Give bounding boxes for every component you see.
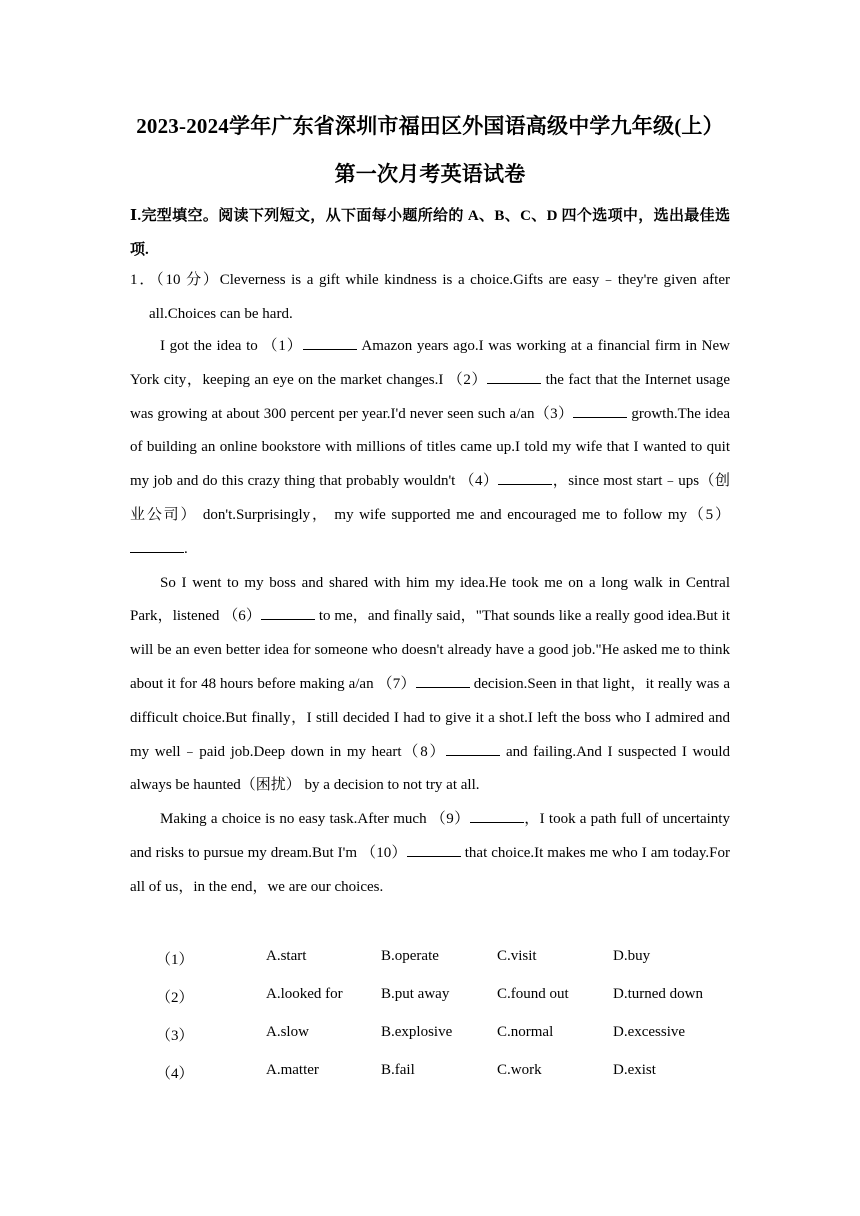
blank-8: [446, 741, 500, 756]
section-heading: Ⅰ.完型填空。阅读下列短文，从下面每小题所给的 A、B、C、D 四个选项中，选出最佳选项.: [130, 208, 730, 258]
blank-10: [407, 842, 461, 857]
option-a[interactable]: A.looked for: [266, 986, 343, 1002]
blank-1: [303, 335, 357, 350]
option-number: （3）: [156, 1028, 194, 1044]
option-a[interactable]: A.slow: [266, 1024, 309, 1040]
blank-6: [261, 605, 315, 620]
blank-2: [487, 369, 541, 384]
question-intro: [130, 263, 730, 331]
paragraph-3: Making a choice is no easy task.After much （9） ，I took a path full of uncertainty and risks to pursue my dream.But I'm （10） that choice.It makes me who I am today.For all of us，in the end，we are our choices.: [130, 803, 730, 904]
option-number: （2）: [156, 990, 194, 1006]
blank-5: [130, 538, 184, 553]
exam-subtitle: 第一次月考英语试卷: [334, 162, 526, 186]
blank-7: [416, 673, 470, 688]
question-intro-text: Cleverness is a gift while kindness is a choice.Gifts are easy﹣they're given after all.Choices can be hard.: [149, 272, 730, 322]
option-b[interactable]: B.fail: [381, 1062, 415, 1078]
option-b[interactable]: B.put away: [381, 986, 450, 1002]
option-row: [0, 1016, 860, 1054]
question-points: （10 分）: [156, 272, 220, 288]
option-number: （4）: [156, 1066, 194, 1082]
passage: [130, 330, 730, 905]
option-c[interactable]: C.found out: [497, 986, 569, 1002]
option-c[interactable]: C.work: [497, 1062, 542, 1078]
option-d[interactable]: D.excessive: [613, 1024, 686, 1040]
paragraph-1: I got the idea to （1） Amazon years ago.I was working at a financial firm in New York city，keeping an eye on the market changes.I （2） the fact that the Internet usage was growing at about 300 percent per year.I'd never seen such a/an（3） growth.The idea of building an online bookstore with millions of titles came up.I told my wife that I wanted to quit my job and do this crazy thing that probably wouldn't （4） ，since most start﹣ups（创业公司） don't.Surprisingly， my wife supported me and encouraged me to follow my（5）.: [130, 330, 730, 567]
option-b[interactable]: B.explosive: [381, 1024, 453, 1040]
question-header: [130, 263, 730, 331]
option-d[interactable]: D.turned down: [613, 986, 703, 1002]
blank-4: [498, 470, 552, 485]
option-row: [0, 940, 860, 978]
option-c[interactable]: C.visit: [497, 948, 537, 964]
option-d[interactable]: D.buy: [613, 948, 651, 964]
blank-9: [470, 808, 524, 823]
option-b[interactable]: B.operate: [381, 948, 439, 964]
option-number: （1）: [156, 952, 194, 968]
question-number: 1．: [130, 272, 157, 288]
paragraph-2: So I went to my boss and shared with him my idea.He took me on a long walk in Central Park，listened （6） to me，and finally said，"That sounds like a really good idea.But it will be an even better idea for someone who doesn't already have a good job."He asked me to think about it for 48 hours before making a/an （7） decision.Seen in that light，it really was a difficult choice.But finally，I still decided I had to give it a shot.I left the boss who I admired and my well﹣paid job.Deep down in my heart（8） and failing.And I suspected I would always be haunted（困扰） by a decision to not try at all.: [130, 574, 731, 794]
options-table: [0, 940, 860, 1092]
option-row: [0, 1054, 860, 1092]
blank-3: [573, 403, 627, 418]
option-a[interactable]: A.matter: [266, 1062, 319, 1078]
option-c[interactable]: C.normal: [497, 1024, 554, 1040]
option-row: [0, 978, 860, 1016]
option-d[interactable]: D.exist: [613, 1062, 656, 1078]
exam-title: 2023-2024学年广东省深圳市福田区外国语高级中学九年级(上）: [136, 114, 724, 138]
option-a[interactable]: A.start: [266, 948, 307, 964]
